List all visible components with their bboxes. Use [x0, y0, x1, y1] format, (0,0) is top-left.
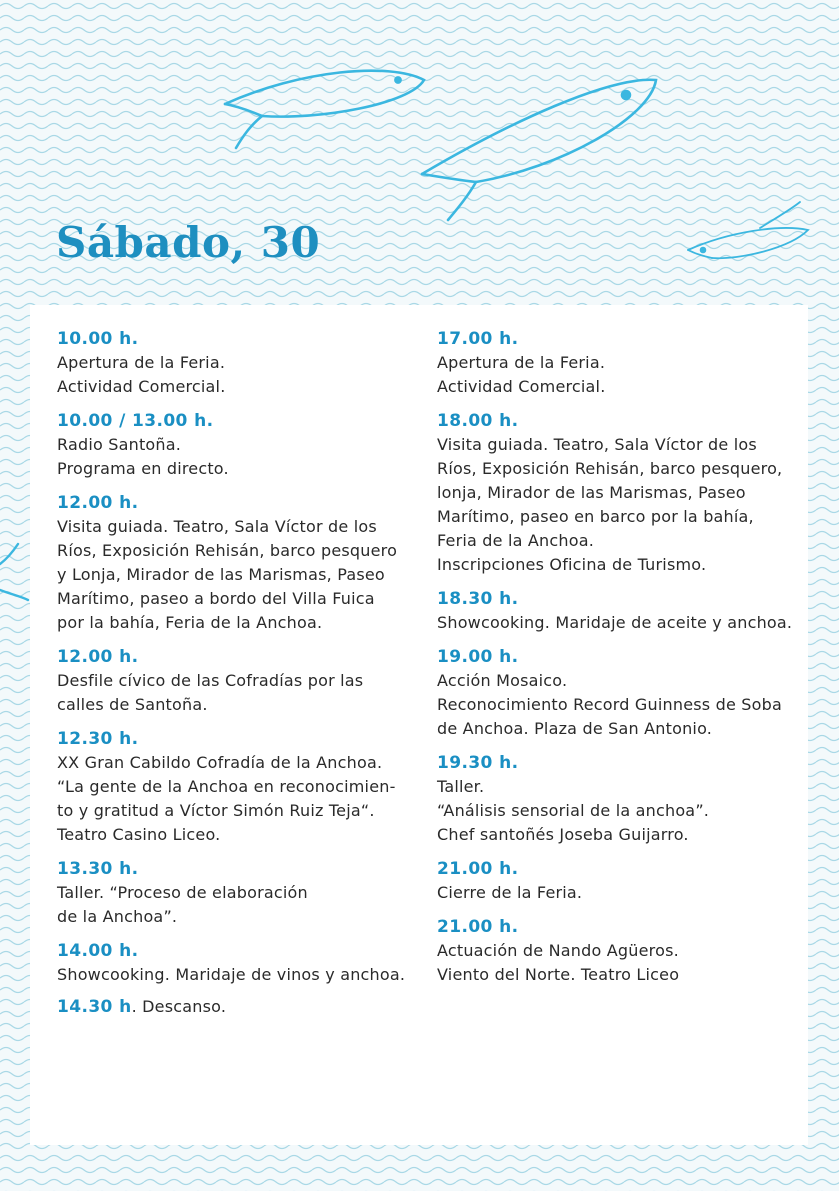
event-description: XX Gran Cabildo Cofradía de la Anchoa.	[57, 753, 383, 772]
event-description: Cierre de la Feria.	[437, 883, 583, 902]
event-item	[437, 857, 797, 905]
event-description: Showcooking. Maridaje de aceite y anchoa.	[437, 613, 793, 632]
fish-icon	[225, 71, 424, 148]
event-time: 12.00 h.	[57, 493, 139, 513]
event-time: 21.00 h.	[437, 917, 519, 937]
event-item	[437, 645, 797, 741]
event-description: de la Anchoa”.	[57, 907, 178, 926]
event-description: Programa en directo.	[57, 459, 229, 478]
event-item	[57, 939, 417, 987]
event-item	[57, 857, 417, 929]
event-description: lonja, Mirador de las Marismas, Paseo	[437, 483, 746, 502]
event-description: Marítimo, paseo en barco por la bahía,	[437, 507, 754, 526]
event-description: de Anchoa. Plaza de San Antonio.	[437, 719, 713, 738]
event-description: Visita guiada. Teatro, Sala Víctor de los	[437, 435, 757, 454]
event-description: Desfile cívico de las Cofradías por las	[57, 671, 364, 690]
fish-icon	[688, 202, 808, 258]
event-description: calles de Santoña.	[57, 695, 208, 714]
event-description: Chef santoñés Joseba Guijarro.	[437, 825, 689, 844]
event-description: “Análisis sensorial de la anchoa”.	[437, 801, 710, 820]
event-item	[57, 409, 417, 481]
event-description: Actuación de Nando Agüeros.	[437, 941, 679, 960]
event-item	[437, 327, 797, 399]
event-description: Radio Santoña.	[57, 435, 182, 454]
event-description: Actividad Comercial.	[57, 377, 226, 396]
event-description: Acción Mosaico.	[437, 671, 568, 690]
event-time: 14.30 h	[57, 997, 132, 1017]
event-description: “La gente de la Anchoa en reconocimien-	[57, 777, 396, 796]
event-description: Ríos, Exposición Rehisán, barco pesquero,	[437, 459, 783, 478]
event-description: Showcooking. Maridaje de vinos y anchoa.	[57, 965, 406, 984]
event-time: 12.30 h.	[57, 729, 139, 749]
event-description: Visita guiada. Teatro, Sala Víctor de los	[57, 517, 377, 536]
event-item	[57, 491, 417, 635]
event-description: Viento del Norte. Teatro Liceo	[437, 965, 680, 984]
event-item	[437, 751, 797, 847]
event-description: y Lonja, Mirador de las Marismas, Paseo	[57, 565, 385, 584]
event-time: 10.00 / 13.00 h.	[57, 411, 214, 431]
event-description: to y gratitud a Víctor Simón Ruiz Teja“.	[57, 801, 375, 820]
event-time: 17.00 h.	[437, 329, 519, 349]
event-item	[57, 997, 417, 1017]
event-description: Apertura de la Feria.	[437, 353, 606, 372]
event-description: Feria de la Anchoa.	[437, 531, 595, 550]
event-item	[57, 645, 417, 717]
fish-illustrations	[0, 0, 839, 320]
event-description: Marítimo, paseo a bordo del Villa Fuica	[57, 589, 375, 608]
event-item	[57, 727, 417, 847]
event-time: 19.00 h.	[437, 647, 519, 667]
event-item	[437, 587, 797, 635]
event-description: Reconocimiento Record Guinness de Soba	[437, 695, 782, 714]
fish-icon	[422, 80, 656, 220]
event-description: Inscripciones Oficina de Turismo.	[437, 555, 707, 574]
event-description: por la bahía, Feria de la Anchoa.	[57, 613, 323, 632]
event-item	[437, 409, 797, 577]
event-time: 13.30 h.	[57, 859, 139, 879]
event-time: 19.30 h.	[437, 753, 519, 773]
schedule-right-column	[437, 327, 797, 997]
event-time: 14.00 h.	[57, 941, 139, 961]
event-time: 18.00 h.	[437, 411, 519, 431]
schedule-left-column	[57, 327, 417, 1027]
event-description: Actividad Comercial.	[437, 377, 606, 396]
event-time: 18.30 h.	[437, 589, 519, 609]
event-description: . Descanso.	[131, 997, 227, 1016]
event-time: 12.00 h.	[57, 647, 139, 667]
event-time: 10.00 h.	[57, 329, 139, 349]
event-description: Apertura de la Feria.	[57, 353, 226, 372]
event-description: Taller.	[437, 777, 485, 796]
event-item	[437, 915, 797, 987]
event-item	[57, 327, 417, 399]
event-description: Taller. “Proceso de elaboración	[57, 883, 308, 902]
event-description: Teatro Casino Liceo.	[57, 825, 221, 844]
event-time: 21.00 h.	[437, 859, 519, 879]
event-description: Ríos, Exposición Rehisán, barco pesquero	[57, 541, 398, 560]
page-title: Sábado, 30	[56, 218, 321, 267]
